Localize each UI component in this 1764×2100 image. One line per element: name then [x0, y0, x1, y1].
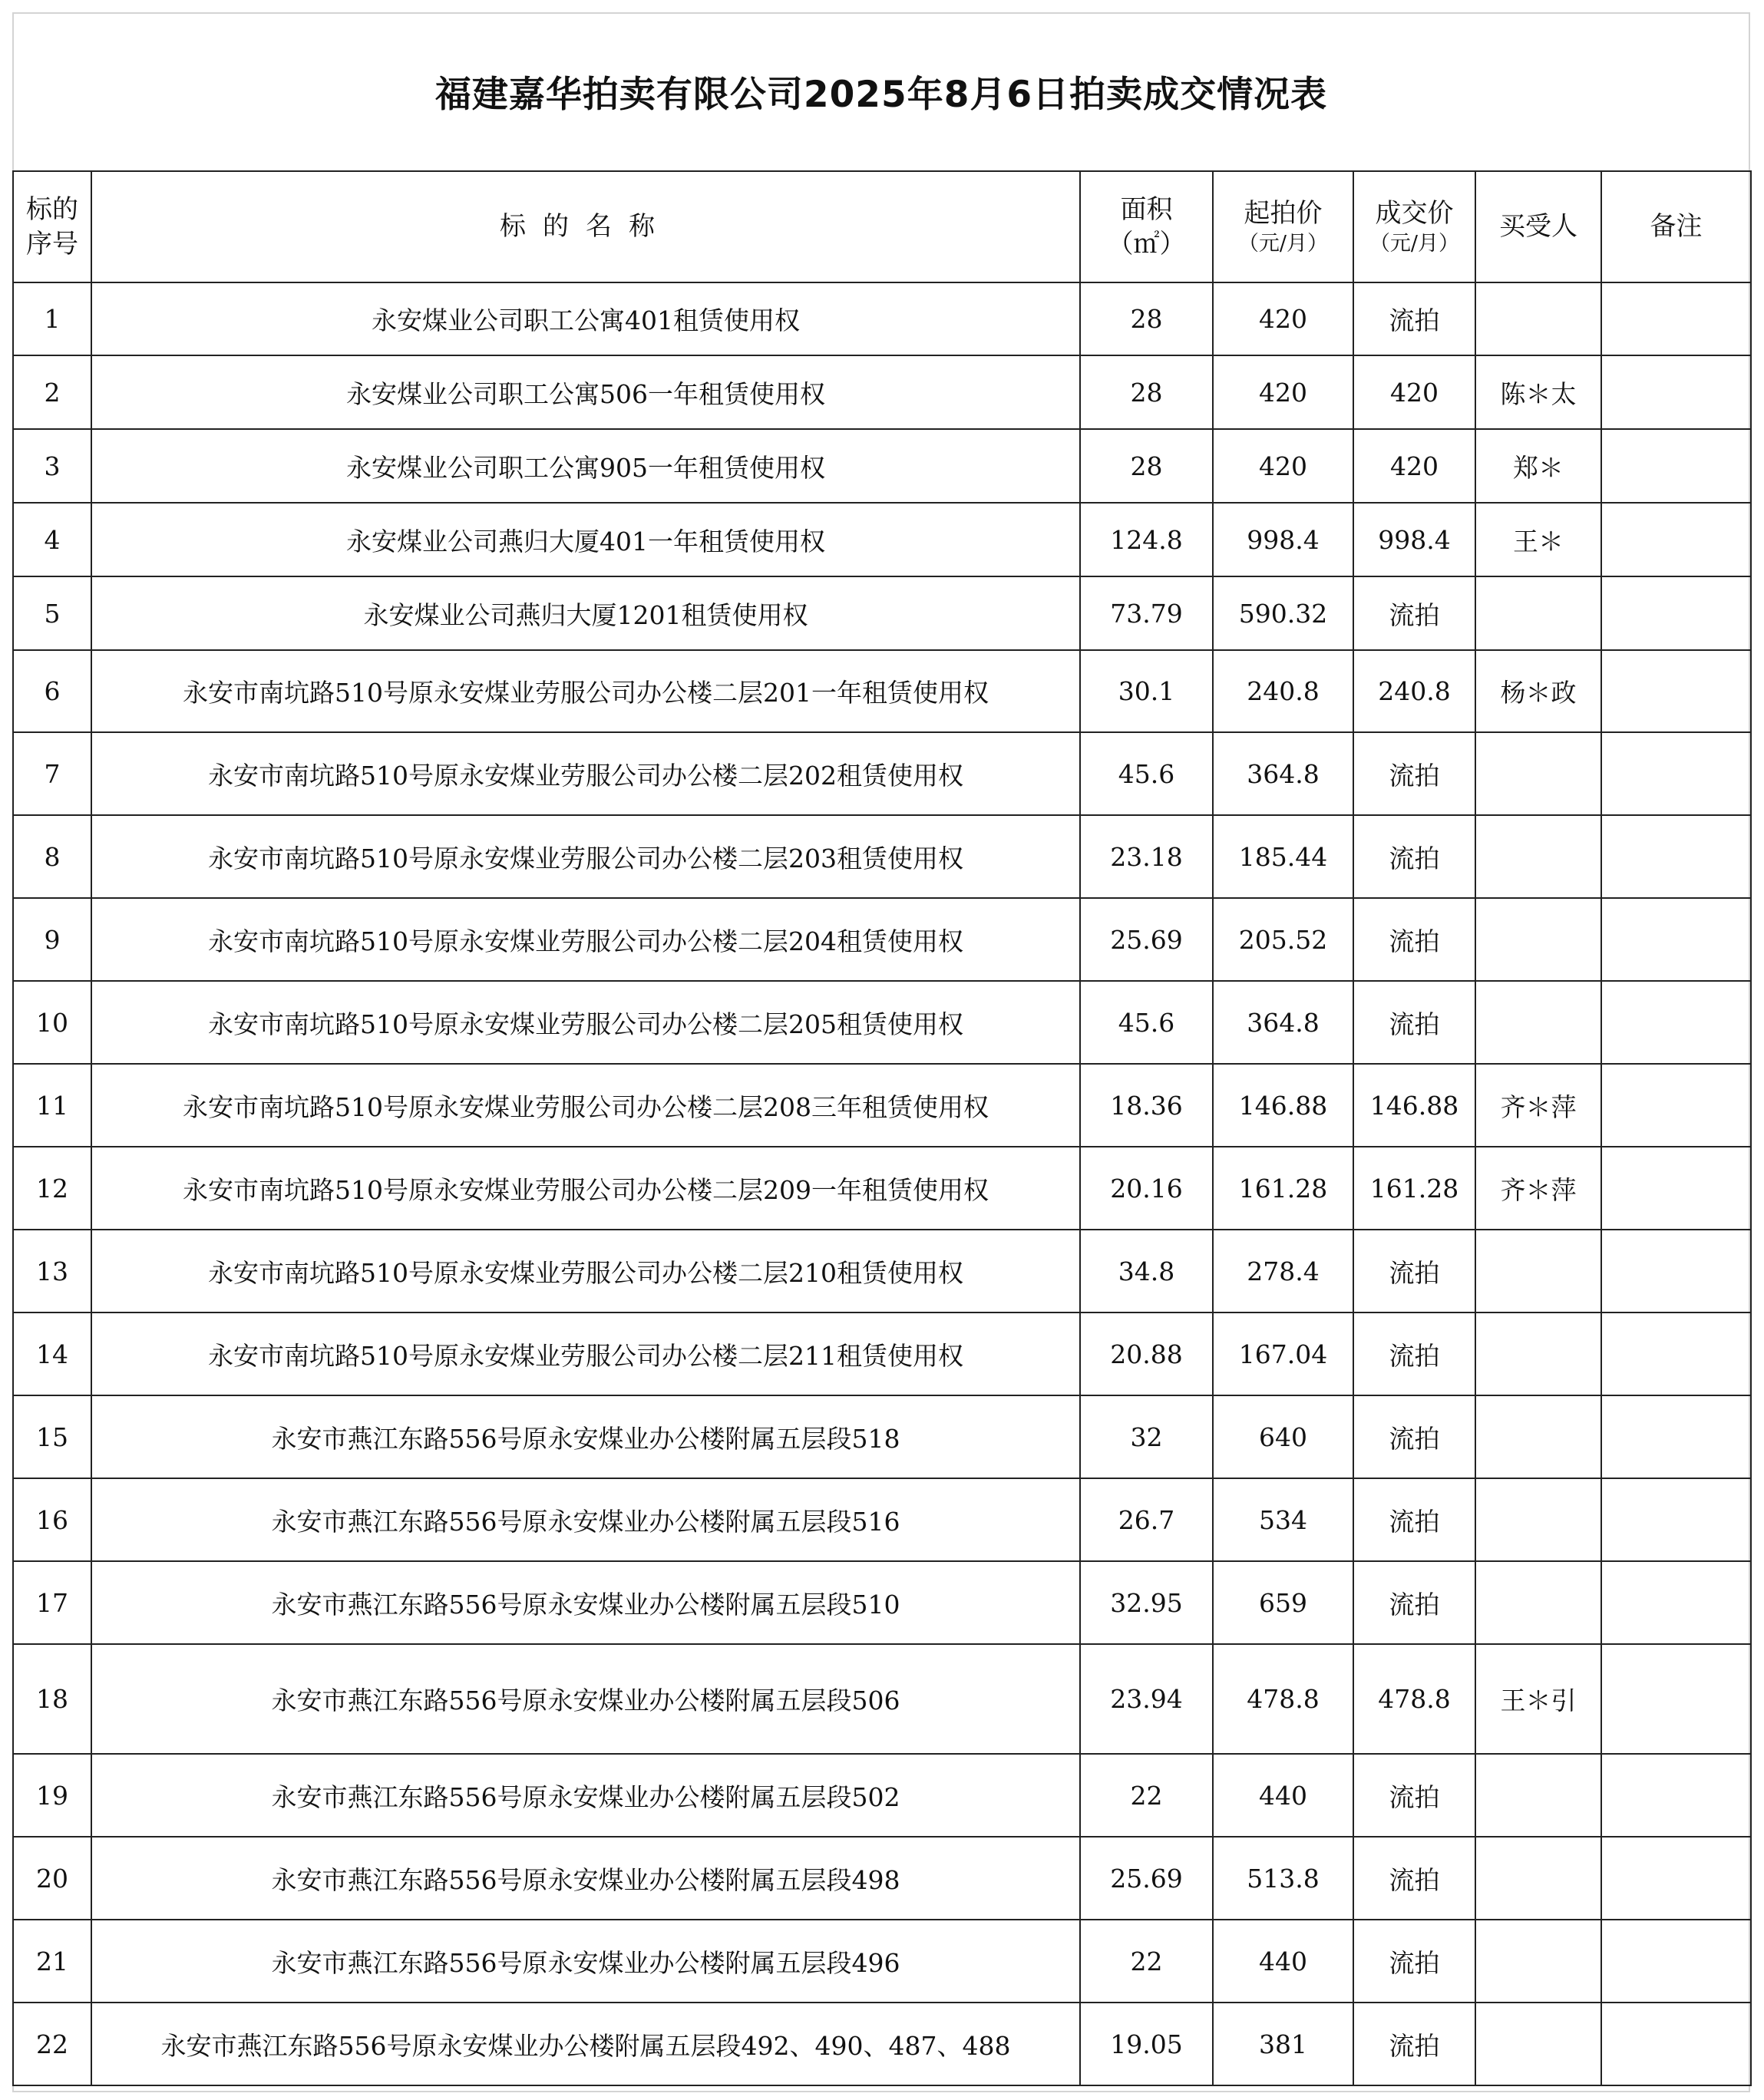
- table-row: [13, 1478, 1751, 1561]
- cell-area: 18.36: [1080, 1064, 1213, 1147]
- cell-area: 73.79: [1080, 576, 1213, 650]
- cell-deal-price: 478.8: [1353, 1644, 1475, 1754]
- cell-seq: 13: [13, 1230, 91, 1312]
- cell-name: 永安市燕江东路556号原永安煤业办公楼附属五层段516: [91, 1478, 1080, 1561]
- cell-area: 20.88: [1080, 1312, 1213, 1395]
- cell-name: 永安市燕江东路556号原永安煤业办公楼附属五层段492、490、487、488: [91, 2003, 1080, 2085]
- cell-deal-price: 流拍: [1353, 1478, 1475, 1561]
- cell-buyer: [1475, 898, 1601, 981]
- cell-remark: [1601, 429, 1751, 503]
- cell-start-price: 185.44: [1213, 815, 1353, 898]
- cell-area: 20.16: [1080, 1147, 1213, 1230]
- cell-seq: 4: [13, 503, 91, 576]
- cell-seq: 11: [13, 1064, 91, 1147]
- cell-name: 永安市南坑路510号原永安煤业劳服公司办公楼二层203租赁使用权: [91, 815, 1080, 898]
- cell-name: 永安市南坑路510号原永安煤业劳服公司办公楼二层211租赁使用权: [91, 1312, 1080, 1395]
- cell-start-price: 161.28: [1213, 1147, 1353, 1230]
- cell-buyer: [1475, 1920, 1601, 2003]
- table-row: [13, 732, 1751, 815]
- cell-start-price: 381: [1213, 2003, 1353, 2085]
- cell-deal-price: 流拍: [1353, 981, 1475, 1064]
- cell-seq: 16: [13, 1478, 91, 1561]
- cell-start-price: 420: [1213, 429, 1353, 503]
- cell-remark: [1601, 1312, 1751, 1395]
- cell-deal-price: 流拍: [1353, 2003, 1475, 2085]
- cell-buyer: [1475, 1561, 1601, 1644]
- cell-buyer: 杨＊政: [1475, 650, 1601, 732]
- cell-start-price: 640: [1213, 1395, 1353, 1478]
- cell-area: 124.8: [1080, 503, 1213, 576]
- cell-buyer: [1475, 1395, 1601, 1478]
- cell-name: 永安市南坑路510号原永安煤业劳服公司办公楼二层205租赁使用权: [91, 981, 1080, 1064]
- cell-start-price: 420: [1213, 282, 1353, 355]
- cell-seq: 12: [13, 1147, 91, 1230]
- cell-start-price: 440: [1213, 1754, 1353, 1837]
- cell-start-price: 167.04: [1213, 1312, 1353, 1395]
- header-deal-line2: （元/月）: [1369, 232, 1460, 256]
- table-row: [13, 1230, 1751, 1312]
- cell-start-price: 440: [1213, 1920, 1353, 2003]
- header-deal-price: [1353, 171, 1475, 282]
- cell-area: 25.69: [1080, 1837, 1213, 1920]
- table-row: [13, 981, 1751, 1064]
- cell-deal-price: 146.88: [1353, 1064, 1475, 1147]
- cell-deal-price: 流拍: [1353, 815, 1475, 898]
- cell-start-price: 590.32: [1213, 576, 1353, 650]
- cell-start-price: 205.52: [1213, 898, 1353, 981]
- table-body: [13, 282, 1751, 2085]
- cell-start-price: 240.8: [1213, 650, 1353, 732]
- cell-seq: 21: [13, 1920, 91, 2003]
- header-area-line2: （㎡）: [1107, 228, 1186, 259]
- cell-area: 23.94: [1080, 1644, 1213, 1754]
- cell-name: 永安市燕江东路556号原永安煤业办公楼附属五层段498: [91, 1837, 1080, 1920]
- table-row: [13, 355, 1751, 429]
- cell-start-price: 146.88: [1213, 1064, 1353, 1147]
- table-row: [13, 1395, 1751, 1478]
- table-row: [13, 650, 1751, 732]
- cell-area: 26.7: [1080, 1478, 1213, 1561]
- cell-seq: 15: [13, 1395, 91, 1478]
- cell-buyer: [1475, 1478, 1601, 1561]
- cell-deal-price: 161.28: [1353, 1147, 1475, 1230]
- table-row: [13, 1064, 1751, 1147]
- cell-buyer: [1475, 1754, 1601, 1837]
- cell-remark: [1601, 1478, 1751, 1561]
- cell-start-price: 534: [1213, 1478, 1353, 1561]
- cell-buyer: [1475, 1230, 1601, 1312]
- cell-seq: 8: [13, 815, 91, 898]
- table-row: [13, 1644, 1751, 1754]
- cell-buyer: [1475, 1837, 1601, 1920]
- cell-deal-price: 流拍: [1353, 576, 1475, 650]
- cell-deal-price: 流拍: [1353, 1230, 1475, 1312]
- cell-name: 永安煤业公司职工公寓905一年租赁使用权: [91, 429, 1080, 503]
- cell-name: 永安市燕江东路556号原永安煤业办公楼附属五层段518: [91, 1395, 1080, 1478]
- cell-area: 32: [1080, 1395, 1213, 1478]
- cell-deal-price: 流拍: [1353, 1754, 1475, 1837]
- cell-buyer: 王＊: [1475, 503, 1601, 576]
- cell-remark: [1601, 1395, 1751, 1478]
- cell-name: 永安煤业公司职工公寓401租赁使用权: [91, 282, 1080, 355]
- cell-seq: 3: [13, 429, 91, 503]
- cell-buyer: 郑＊: [1475, 429, 1601, 503]
- cell-deal-price: 998.4: [1353, 503, 1475, 576]
- cell-deal-price: 流拍: [1353, 1837, 1475, 1920]
- cell-area: 23.18: [1080, 815, 1213, 898]
- cell-remark: [1601, 1561, 1751, 1644]
- cell-buyer: [1475, 2003, 1601, 2085]
- cell-remark: [1601, 732, 1751, 815]
- cell-buyer: 陈＊太: [1475, 355, 1601, 429]
- cell-name: 永安市南坑路510号原永安煤业劳服公司办公楼二层202租赁使用权: [91, 732, 1080, 815]
- cell-area: 28: [1080, 355, 1213, 429]
- cell-remark: [1601, 2003, 1751, 2085]
- cell-start-price: 420: [1213, 355, 1353, 429]
- cell-seq: 10: [13, 981, 91, 1064]
- cell-deal-price: 420: [1353, 429, 1475, 503]
- cell-remark: [1601, 815, 1751, 898]
- cell-name: 永安市燕江东路556号原永安煤业办公楼附属五层段510: [91, 1561, 1080, 1644]
- cell-start-price: 998.4: [1213, 503, 1353, 576]
- cell-name: 永安市南坑路510号原永安煤业劳服公司办公楼二层204租赁使用权: [91, 898, 1080, 981]
- cell-deal-price: 流拍: [1353, 1920, 1475, 2003]
- table-row: [13, 503, 1751, 576]
- table-row: [13, 1312, 1751, 1395]
- auction-results-table: [12, 170, 1752, 2086]
- cell-seq: 7: [13, 732, 91, 815]
- cell-name: 永安市南坑路510号原永安煤业劳服公司办公楼二层210租赁使用权: [91, 1230, 1080, 1312]
- header-buyer: 买受人: [1475, 171, 1601, 282]
- cell-seq: 20: [13, 1837, 91, 1920]
- cell-area: 32.95: [1080, 1561, 1213, 1644]
- cell-seq: 17: [13, 1561, 91, 1644]
- cell-seq: 5: [13, 576, 91, 650]
- header-seq: [13, 171, 91, 282]
- cell-buyer: [1475, 732, 1601, 815]
- cell-buyer: [1475, 815, 1601, 898]
- cell-buyer: [1475, 282, 1601, 355]
- table-row: [13, 282, 1751, 355]
- cell-area: 22: [1080, 1754, 1213, 1837]
- cell-remark: [1601, 981, 1751, 1064]
- cell-remark: [1601, 576, 1751, 650]
- table-row: [13, 1561, 1751, 1644]
- cell-buyer: [1475, 1312, 1601, 1395]
- cell-start-price: 364.8: [1213, 981, 1353, 1064]
- cell-seq: 2: [13, 355, 91, 429]
- cell-seq: 9: [13, 898, 91, 981]
- cell-deal-price: 流拍: [1353, 1312, 1475, 1395]
- cell-name: 永安市南坑路510号原永安煤业劳服公司办公楼二层201一年租赁使用权: [91, 650, 1080, 732]
- cell-remark: [1601, 1644, 1751, 1754]
- cell-name: 永安市燕江东路556号原永安煤业办公楼附属五层段496: [91, 1920, 1080, 2003]
- header-deal-line1: 成交价: [1375, 197, 1454, 229]
- cell-remark: [1601, 355, 1751, 429]
- cell-deal-price: 流拍: [1353, 898, 1475, 981]
- cell-name: 永安煤业公司职工公寓506一年租赁使用权: [91, 355, 1080, 429]
- cell-remark: [1601, 650, 1751, 732]
- header-seq-line1: 标的: [26, 194, 78, 226]
- cell-remark: [1601, 503, 1751, 576]
- cell-name: 永安市燕江东路556号原永安煤业办公楼附属五层段502: [91, 1754, 1080, 1837]
- header-name-label: 标的名称: [500, 211, 672, 243]
- cell-buyer: 王＊引: [1475, 1644, 1601, 1754]
- cell-start-price: 364.8: [1213, 732, 1353, 815]
- cell-seq: 19: [13, 1754, 91, 1837]
- cell-name: 永安市燕江东路556号原永安煤业办公楼附属五层段506: [91, 1644, 1080, 1754]
- cell-area: 45.6: [1080, 732, 1213, 815]
- table-row: [13, 1837, 1751, 1920]
- cell-name: 永安煤业公司燕归大厦1201租赁使用权: [91, 576, 1080, 650]
- cell-seq: 1: [13, 282, 91, 355]
- header-area: [1080, 171, 1213, 282]
- cell-buyer: 齐＊萍: [1475, 1064, 1601, 1147]
- cell-remark: [1601, 898, 1751, 981]
- header-row: [13, 171, 1751, 282]
- cell-remark: [1601, 1147, 1751, 1230]
- cell-deal-price: 流拍: [1353, 1395, 1475, 1478]
- header-start-price: [1213, 171, 1353, 282]
- cell-name: 永安市南坑路510号原永安煤业劳服公司办公楼二层209一年租赁使用权: [91, 1147, 1080, 1230]
- cell-name: 永安煤业公司燕归大厦401一年租赁使用权: [91, 503, 1080, 576]
- cell-area: 45.6: [1080, 981, 1213, 1064]
- table-row: [13, 576, 1751, 650]
- table-row: [13, 898, 1751, 981]
- header-seq-line2: 序号: [26, 228, 78, 259]
- cell-area: 22: [1080, 1920, 1213, 2003]
- cell-remark: [1601, 282, 1751, 355]
- cell-area: 19.05: [1080, 2003, 1213, 2085]
- table-row: [13, 2003, 1751, 2085]
- table-row: [13, 1920, 1751, 2003]
- table-row: [13, 815, 1751, 898]
- cell-deal-price: 流拍: [1353, 282, 1475, 355]
- cell-name: 永安市南坑路510号原永安煤业劳服公司办公楼二层208三年租赁使用权: [91, 1064, 1080, 1147]
- header-area-line1: 面积: [1120, 194, 1173, 226]
- cell-deal-price: 240.8: [1353, 650, 1475, 732]
- cell-start-price: 478.8: [1213, 1644, 1353, 1754]
- cell-area: 34.8: [1080, 1230, 1213, 1312]
- cell-area: 30.1: [1080, 650, 1213, 732]
- cell-area: 28: [1080, 282, 1213, 355]
- table-row: [13, 429, 1751, 503]
- cell-buyer: [1475, 576, 1601, 650]
- cell-area: 28: [1080, 429, 1213, 503]
- cell-deal-price: 流拍: [1353, 732, 1475, 815]
- cell-seq: 18: [13, 1644, 91, 1754]
- cell-deal-price: 流拍: [1353, 1561, 1475, 1644]
- cell-remark: [1601, 1064, 1751, 1147]
- cell-start-price: 513.8: [1213, 1837, 1353, 1920]
- cell-remark: [1601, 1754, 1751, 1837]
- cell-seq: 22: [13, 2003, 91, 2085]
- cell-remark: [1601, 1837, 1751, 1920]
- page-title: 福建嘉华拍卖有限公司2025年8月6日拍卖成交情况表: [434, 73, 1328, 116]
- cell-deal-price: 420: [1353, 355, 1475, 429]
- cell-remark: [1601, 1920, 1751, 2003]
- cell-buyer: 齐＊萍: [1475, 1147, 1601, 1230]
- cell-seq: 6: [13, 650, 91, 732]
- table-row: [13, 1147, 1751, 1230]
- cell-remark: [1601, 1230, 1751, 1312]
- header-start-line1: 起拍价: [1244, 197, 1323, 229]
- cell-buyer: [1475, 981, 1601, 1064]
- header-start-line2: （元/月）: [1237, 232, 1329, 256]
- header-name: [91, 171, 1080, 282]
- cell-start-price: 659: [1213, 1561, 1353, 1644]
- cell-start-price: 278.4: [1213, 1230, 1353, 1312]
- cell-seq: 14: [13, 1312, 91, 1395]
- cell-area: 25.69: [1080, 898, 1213, 981]
- table-row: [13, 1754, 1751, 1837]
- header-remark: 备注: [1601, 171, 1751, 282]
